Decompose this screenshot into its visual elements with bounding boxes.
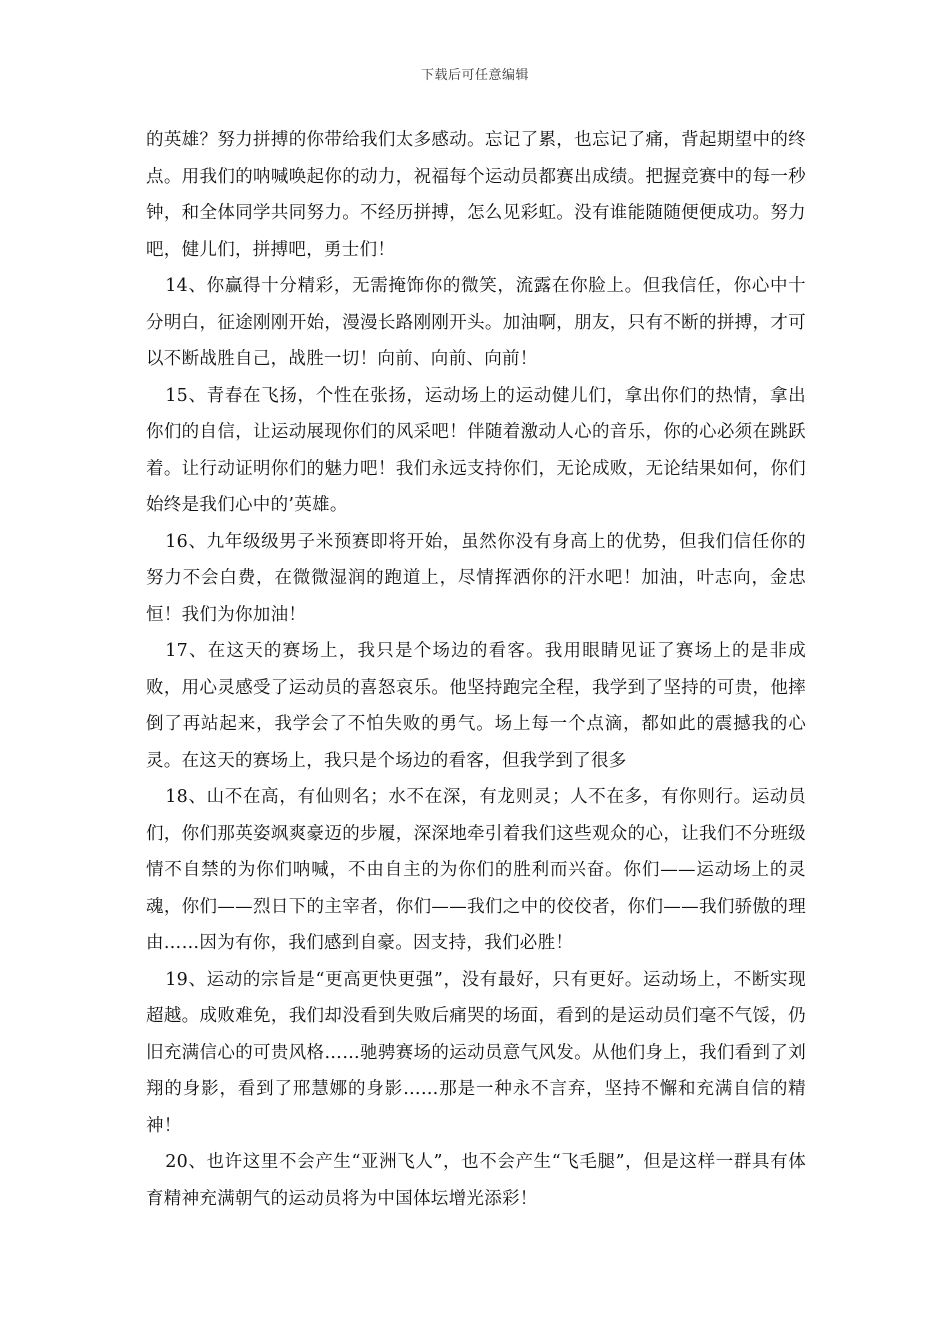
paragraph-17: 17、在这天的赛场上，我只是个场边的看客。我用眼睛见证了赛场上的是非成败，用心灵感受了运动员的喜怒哀乐。他坚持跑完全程，我学到了坚持的可贵，他摔倒了再站起来，我学会了不怕失败的勇气。场上每一个点滴，都如此的震撼我的心灵。在这天的赛场上，我只是个场边的看客，但我学到了很多 bbox=[146, 641, 806, 771]
paragraph-16: 16、九年级级男子米预赛即将开始，虽然你没有身高上的优势，但我们信任你的努力不会白费，在微微湿润的跑道上，尽情挥洒你的汗水吧！加油，叶志向，金忠恒！我们为你加油！ bbox=[146, 531, 806, 625]
paragraph-18: 18、山不在高，有仙则名；水不在深，有龙则灵；人不在多，有你则行。运动员们，你们那英姿飒爽豪迈的步履，深深地牵引着我们这些观众的心，让我们不分班级情不自禁的为你们呐喊，不由自主的为你们的胜利而兴奋。你们——运动场上的灵魂，你们——烈日下的主宰者，你们——我们之中的佼佼者，你们——我们骄傲的理由……因为有你，我们感到自豪。因支持，我们必胜！ bbox=[146, 787, 806, 953]
paragraph-14: 14、你赢得十分精彩，无需掩饰你的微笑，流露在你脸上。但我信任，你心中十分明白，征途刚刚开始，漫漫长路刚刚开头。加油啊，朋友，只有不断的拼搏，才可以不断战胜自己，战胜一切！向前、向前、向前！ bbox=[146, 276, 806, 369]
page-header: 下载后可任意编辑 bbox=[420, 68, 529, 83]
paragraph-15: 15、青春在飞扬，个性在张扬，运动场上的运动健儿们，拿出你们的热情，拿出你们的自信，让运动展现你们的风采吧！伴随着激动人心的音乐，你的心必须在跳跃着。让行动证明你们的魅力吧！我们永远支持你们，无论成败，无论结果如何，你们始终是我们心中的’英雄。 bbox=[146, 385, 806, 515]
paragraph-20: 20、也许这里不会产生“亚洲飞人”，也不会产生“飞毛腿”，但是这样一群具有体育精神充满朝气的运动员将为中国体坛增光添彩！ bbox=[146, 1152, 806, 1209]
document-body bbox=[146, 122, 806, 1217]
paragraph-continued: 的英雄？努力拼搏的你带给我们太多感动。忘记了累，也忘记了痛，背起期望中的终点。用我们的呐喊唤起你的动力，祝福每个运动员都赛出成绩。把握竞赛中的每一秒钟，和全体同学共同努力。不经历拼搏，怎么见彩虹。没有谁能随随便便成功。努力吧，健儿们，拼搏吧，勇士们！ bbox=[146, 130, 806, 260]
paragraph-19: 19、运动的宗旨是“更高更快更强”，没有最好，只有更好。运动场上，不断实现超越。成败难免，我们却没看到失败后痛哭的场面，看到的是运动员们毫不气馁，仍旧充满信心的可贵风格……驰骋赛场的运动员意气风发。从他们身上，我们看到了刘翔的身影，看到了邢慧娜的身影……那是一种永不言弃，坚持不懈和充满自信的精神！ bbox=[146, 969, 806, 1136]
